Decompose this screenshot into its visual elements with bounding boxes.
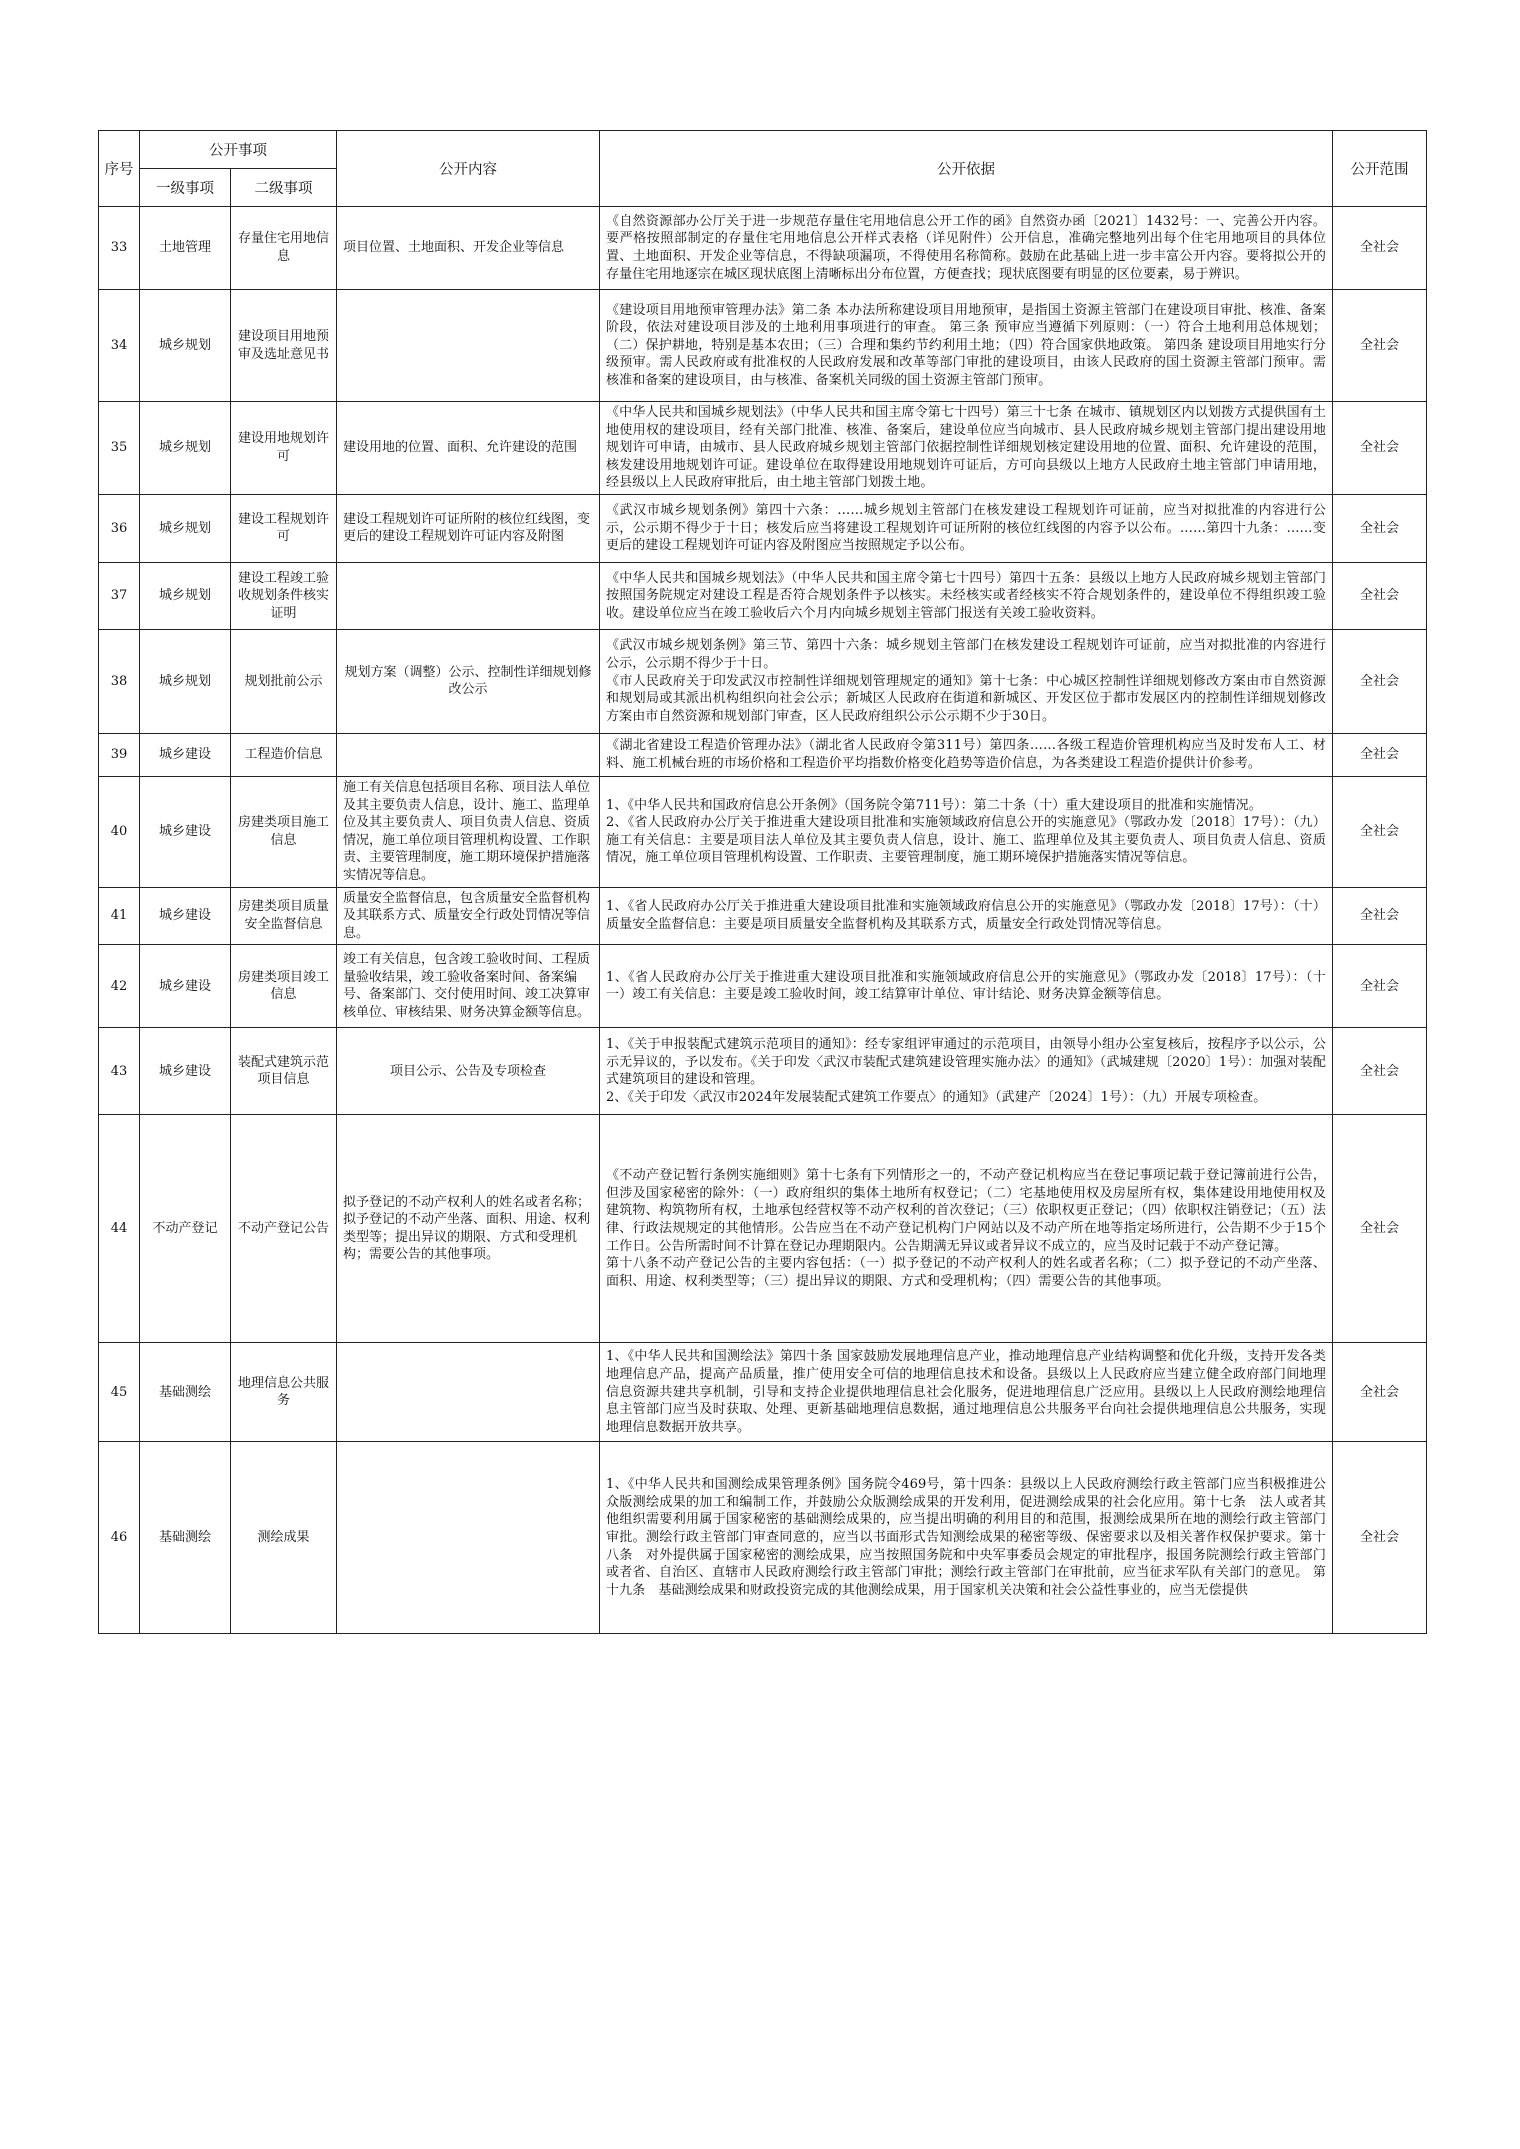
row-basis (600, 733, 1333, 776)
row-level1: 基础测绘 (140, 1343, 231, 1442)
row-level1: 城乡规划 (140, 562, 231, 629)
row-index: 46 (99, 1442, 140, 1634)
row-basis (600, 776, 1333, 887)
table-row (99, 1115, 1427, 1343)
table-row (99, 945, 1427, 1028)
table-row (99, 776, 1427, 887)
row-basis (600, 562, 1333, 629)
basis-paragraph: 《市人民政府关于印发武汉市控制性详细规划管理规定的通知》第十七条：中心城区控制性详细规划修改方案由市自然资源和规划局或其派出机构组织向社会公示；新城区人民政府在街道和新城区、开发区位于都市发展区内的控制性详细规划修改方案由市自然资源和规划部门审查，区人民政府组织公示公示期不少于30日。 (606, 673, 1326, 724)
row-index: 37 (99, 562, 140, 629)
table-row (99, 733, 1427, 776)
row-level2: 房建类项目质量安全监督信息 (231, 887, 337, 945)
basis-paragraph: 1、《中华人民共和国政府信息公开条例》（国务院令第711号）：第二十条（十）重大建设项目的批准和实施情况。 (606, 797, 1262, 813)
row-content: 项目公示、公告及专项检查 (337, 1028, 600, 1115)
row-scope: 全社会 (1333, 945, 1427, 1028)
row-content (337, 1343, 600, 1442)
header-basis: 公开依据 (600, 131, 1333, 207)
row-basis (600, 494, 1333, 562)
row-content: 竣工有关信息，包含竣工验收时间、工程质量验收结果，竣工验收备案时间、备案编号、备案部门、交付使用时间、竣工决算审核单位、审核结果、财务决算金额等信息。 (337, 945, 600, 1028)
row-content (337, 1442, 600, 1634)
table-row (99, 629, 1427, 733)
row-index: 41 (99, 887, 140, 945)
row-level2: 建设项目用地预审及选址意见书 (231, 290, 337, 402)
row-basis (600, 290, 1333, 402)
row-content: 项目位置、土地面积、开发企业等信息 (337, 207, 600, 290)
row-scope: 全社会 (1333, 733, 1427, 776)
row-level1: 城乡规划 (140, 402, 231, 495)
row-index: 42 (99, 945, 140, 1028)
basis-paragraph: 1、《关于申报装配式建筑示范项目的通知》：经专家组评审通过的示范项目，由领导小组办公室复核后，按程序予以公示，公示无异议的，予以发布。《关于印发〈武汉市装配式建筑建设管理实施办法〉的通知》（武城建规〔2020〕1号）：加强对装配式建筑项目的建设和管理。 (606, 1037, 1326, 1088)
row-scope: 全社会 (1333, 776, 1427, 887)
row-index: 45 (99, 1343, 140, 1442)
row-level1: 城乡建设 (140, 945, 231, 1028)
row-basis (600, 402, 1333, 495)
basis-paragraph: 《自然资源部办公厅关于进一步规范存量住宅用地信息公开工作的函》自然资办函〔2021〕1432号：一、完善公开内容。要严格按照部制定的存量住宅用地信息公开样式表格（详见附件）公开信息，准确完整地列出每个住宅用地项目的具体位置、土地面积、开发企业等信息，不得缺项漏项，不得使用名称简称。鼓励在此基础上进一步丰富公开内容。要将拟公开的存量住宅用地逐宗在城区现状底图上清晰标出分布位置，方便查找；现状底图要有明显的区位要素，易于辨识。 (606, 213, 1326, 282)
row-scope: 全社会 (1333, 290, 1427, 402)
basis-paragraph: 《武汉市城乡规划条例》第四十六条：……城乡规划主管部门在核发建设工程规划许可证前，应当对拟批准的内容进行公示，公示期不得少于十日；核发后应当将建设工程规划许可证所附的核位红线图的内容予以公布。……第四十九条：……变更后的建设工程规划许可证内容及附图应当按照规定予以公布。 (606, 503, 1326, 554)
row-index: 36 (99, 494, 140, 562)
basis-paragraph: 2、《关于印发〈武汉市2024年发展装配式建筑工作要点〉的通知》（武建产〔2024〕1号）：（九）开展专项检查。 (606, 1089, 1267, 1105)
row-basis (600, 1442, 1333, 1634)
row-content: 施工有关信息包括项目名称、项目法人单位及其主要负责人信息，设计、施工、监理单位及其主要负责人、项目负责人信息、资质情况，施工单位项目管理机构设置、工作职责、主要管理制度，施工期环境保护措施落实情况等信息。 (337, 776, 600, 887)
row-index: 33 (99, 207, 140, 290)
row-level2: 存量住宅用地信息 (231, 207, 337, 290)
row-level2: 工程造价信息 (231, 733, 337, 776)
row-scope: 全社会 (1333, 402, 1427, 495)
row-basis (600, 1343, 1333, 1442)
row-level2: 规划批前公示 (231, 629, 337, 733)
row-level1: 基础测绘 (140, 1442, 231, 1634)
row-scope: 全社会 (1333, 1115, 1427, 1343)
row-scope: 全社会 (1333, 1343, 1427, 1442)
table-body (99, 207, 1427, 1634)
basis-paragraph: 《武汉市城乡规划条例》第三节、第四十六条：城乡规划主管部门在核发建设工程规划许可证前，应当对拟批准的内容进行公示，公示期不得少于十日。 (606, 638, 1326, 672)
header-level2: 二级事项 (231, 169, 337, 207)
row-level1: 城乡规划 (140, 629, 231, 733)
row-basis (600, 945, 1333, 1028)
row-content: 建设工程规划许可证所附的核位红线图，变更后的建设工程规划许可证内容及附图 (337, 494, 600, 562)
header-level1: 一级事项 (140, 169, 231, 207)
row-index: 34 (99, 290, 140, 402)
basis-paragraph: 《建设项目用地预审管理办法》第二条 本办法所称建设项目用地预审，是指国土资源主管部门在建设项目审批、核准、备案阶段，依法对建设项目涉及的土地利用事项进行的审查。 第三条 预审应当遵循下列原则：（一）符合土地利用总体规划；（二）保护耕地，特别是基本农田；（三）合理和集约节约利用土地；（四）符合国家供地政策。 第四条 建设项目用地实行分级预审。需人民政府或有批准权的人民政府发展和改革等部门审批的建设项目，由该人民政府的国土资源主管部门预审。需核准和备案的建设项目，由与核准、备案机关同级的国土资源主管部门预审。 (606, 302, 1326, 388)
row-index: 40 (99, 776, 140, 887)
row-basis (600, 1028, 1333, 1115)
row-content (337, 733, 600, 776)
row-level2: 地理信息公共服务 (231, 1343, 337, 1442)
basis-paragraph: 1、《中华人民共和国测绘成果管理条例》国务院令469号，第十四条：县级以上人民政府测绘行政主管部门应当积极推进公众版测绘成果的加工和编制工作，并鼓励公众版测绘成果的开发利用，促进测绘成果的社会化应用。第十七条 法人或者其他组织需要利用属于国家秘密的基础测绘成果的，应当提出明确的利用目的和范围，报测绘成果所在地的测绘行政主管部门审批。测绘行政主管部门审查同意的，应当以书面形式告知测绘成果的秘密等级、保密要求以及相关著作权保护要求。第十八条 对外提供属于国家秘密的测绘成果，应当按照国务院和中央军事委员会规定的审批程序，报国务院测绘行政主管部门或者省、自治区、直辖市人民政府测绘行政主管部门审批；测绘行政主管部门在审批前，应当征求军队有关部门的意见。 第十九条 基础测绘成果和财政投资完成的其他测绘成果，用于国家机关决策和社会公益性事业的，应当无偿提供 (606, 1477, 1326, 1598)
row-level2: 房建类项目竣工信息 (231, 945, 337, 1028)
basis-paragraph: 1、《省人民政府办公厅关于推进重大建设项目批准和实施领域政府信息公开的实施意见》（鄂政办发〔2018〕17号）：（十）质量安全监督信息：主要是项目质量安全监督机构及其联系方式，质量安全行政处罚情况等信息。 (606, 899, 1326, 932)
row-level1: 城乡建设 (140, 887, 231, 945)
row-index: 44 (99, 1115, 140, 1343)
header-group: 公开事项 (140, 131, 337, 169)
basis-paragraph: 1、《中华人民共和国测绘法》第四十条 国家鼓励发展地理信息产业，推动地理信息产业结构调整和优化升级，支持开发各类地理信息产品，提高产品质量，推广使用安全可信的地理信息技术和设备。县级以上人民政府应当建立健全政府部门间地理信息资源共建共享机制，引导和支持企业提供地理信息社会化服务，促进地理信息广泛应用。县级以上人民政府测绘地理信息主管部门应当及时获取、处理、更新基础地理信息数据，通过地理信息公共服务平台向社会提供地理信息公共服务，实现地理信息数据开放共享。 (606, 1349, 1326, 1435)
row-scope: 全社会 (1333, 887, 1427, 945)
row-level2: 装配式建筑示范项目信息 (231, 1028, 337, 1115)
row-content: 质量安全监督信息，包含质量安全监督机构及其联系方式、质量安全行政处罚情况等信息。 (337, 887, 600, 945)
row-scope: 全社会 (1333, 629, 1427, 733)
table-row (99, 887, 1427, 945)
row-level1: 土地管理 (140, 207, 231, 290)
row-scope: 全社会 (1333, 494, 1427, 562)
basis-paragraph: 第十八条不动产登记公告的主要内容包括：（一）拟予登记的不动产权利人的姓名或者名称；（二）拟予登记的不动产坐落、面积、用途、权利类型等；（三）提出异议的期限、方式和受理机构；（四）需要公告的其他事项。 (606, 1256, 1326, 1289)
row-level2: 建设工程规划许可 (231, 494, 337, 562)
disclosure-table-sheet (98, 130, 1426, 1634)
basis-paragraph: 《不动产登记暂行条例实施细则》第十七条有下列情形之一的，不动产登记机构应当在登记事项记载于登记簿前进行公告，但涉及国家秘密的除外：（一）政府组织的集体土地所有权登记；（二）宅基地使用权及房屋所有权，集体建设用地使用权及建筑物、构筑物所有权，土地承包经营权等不动产权利的首次登记；（三）依职权更正登记；（四）依职权注销登记；（五）法律、行政法规规定的其他情形。公告应当在不动产登记机构门户网站以及不动产所在地等指定场所进行，公告期不少于15个工作日。公告所需时间不计算在登记办理期限内。公告期满无异议或者异议不成立的，应当及时记载于不动产登记簿。 (606, 1168, 1326, 1254)
basis-paragraph: 2、《省人民政府办公厅关于推进重大建设项目批准和实施领域政府信息公开的实施意见》（鄂政办发〔2018〕17号）：（九）施工有关信息：主要是项目法人单位及其主要负责人信息，设计、施工、监理单位及其主要负责人、项目负责人信息、资质情况，施工单位项目管理机构设置、工作职责、主要管理制度，施工期环境保护措施落实情况等信息。 (606, 815, 1326, 866)
row-content: 建设用地的位置、面积、允许建设的范围 (337, 402, 600, 495)
disclosure-table (98, 130, 1427, 1634)
table-row (99, 290, 1427, 402)
row-scope: 全社会 (1333, 1442, 1427, 1634)
row-basis (600, 629, 1333, 733)
table-row (99, 494, 1427, 562)
row-level1: 城乡建设 (140, 733, 231, 776)
row-basis (600, 1115, 1333, 1343)
table-row (99, 1442, 1427, 1634)
table-row (99, 1028, 1427, 1115)
row-index: 43 (99, 1028, 140, 1115)
row-index: 35 (99, 402, 140, 495)
row-level1: 不动产登记 (140, 1115, 231, 1343)
row-scope: 全社会 (1333, 207, 1427, 290)
row-scope: 全社会 (1333, 562, 1427, 629)
table-row (99, 562, 1427, 629)
basis-paragraph: 《湖北省建设工程造价管理办法》（湖北省人民政府令第311号）第四条……各级工程造价管理机构应当及时发布人工、材料、施工机械台班的市场价格和工程造价平均指数价格变化趋势等造价信息，为各类建设工程造价提供计价参考。 (606, 738, 1326, 771)
basis-paragraph: 《中华人民共和国城乡规划法》（中华人民共和国主席令第七十四号）第三十七条 在城市、镇规划区内以划拨方式提供国有土地使用权的建设项目，经有关部门批准、核准、备案后，建设单位应当向城市、县人民政府城乡规划主管部门提出建设用地规划许可申请，由城市、县人民政府城乡规划主管部门依据控制性详细规划核定建设用地的位置、面积、允许建设的范围，核发建设用地规划许可证。建设单位在取得建设用地规划许可证后，方可向县级以上地方人民政府土地主管部门申请用地，经县级以上人民政府审批后，由土地主管部门划拨土地。 (606, 405, 1326, 491)
row-content: 拟予登记的不动产权利人的姓名或者名称；拟予登记的不动产坐落、面积、用途、权利类型等；提出异议的期限、方式和受理机构；需要公告的其他事项。 (337, 1115, 600, 1343)
table-row (99, 207, 1427, 290)
row-content (337, 290, 600, 402)
table-row (99, 1343, 1427, 1442)
row-content: 规划方案（调整）公示、控制性详细规划修改公示 (337, 629, 600, 733)
header-index: 序号 (99, 131, 140, 207)
row-basis (600, 207, 1333, 290)
row-level2: 不动产登记公告 (231, 1115, 337, 1343)
row-level2: 建设工程竣工验收规划条件核实证明 (231, 562, 337, 629)
row-scope: 全社会 (1333, 1028, 1427, 1115)
header-content: 公开内容 (337, 131, 600, 207)
table-row (99, 402, 1427, 495)
header-scope: 公开范围 (1333, 131, 1427, 207)
row-level1: 城乡建设 (140, 776, 231, 887)
row-level1: 城乡规划 (140, 494, 231, 562)
row-level2: 建设用地规划许可 (231, 402, 337, 495)
row-level2: 房建类项目施工信息 (231, 776, 337, 887)
row-level1: 城乡建设 (140, 1028, 231, 1115)
row-index: 39 (99, 733, 140, 776)
row-level2: 测绘成果 (231, 1442, 337, 1634)
table-header (99, 131, 1427, 207)
row-index: 38 (99, 629, 140, 733)
row-basis (600, 887, 1333, 945)
basis-paragraph: 《中华人民共和国城乡规划法》（中华人民共和国主席令第七十四号）第四十五条：县级以上地方人民政府城乡规划主管部门按照国务院规定对建设工程是否符合规划条件予以核实。未经核实或者经核实不符合规划条件的，建设单位不得组织竣工验收。建设单位应当在竣工验收后六个月内向城乡规划主管部门报送有关竣工验收资料。 (606, 570, 1326, 621)
row-level1: 城乡规划 (140, 290, 231, 402)
basis-paragraph: 1、《省人民政府办公厅关于推进重大建设项目批准和实施领域政府信息公开的实施意见》（鄂政办发〔2018〕17号）：（十一）竣工有关信息：主要是竣工验收时间，竣工结算审计单位、审计结论、财务决算金额等信息。 (606, 969, 1326, 1003)
row-content (337, 562, 600, 629)
